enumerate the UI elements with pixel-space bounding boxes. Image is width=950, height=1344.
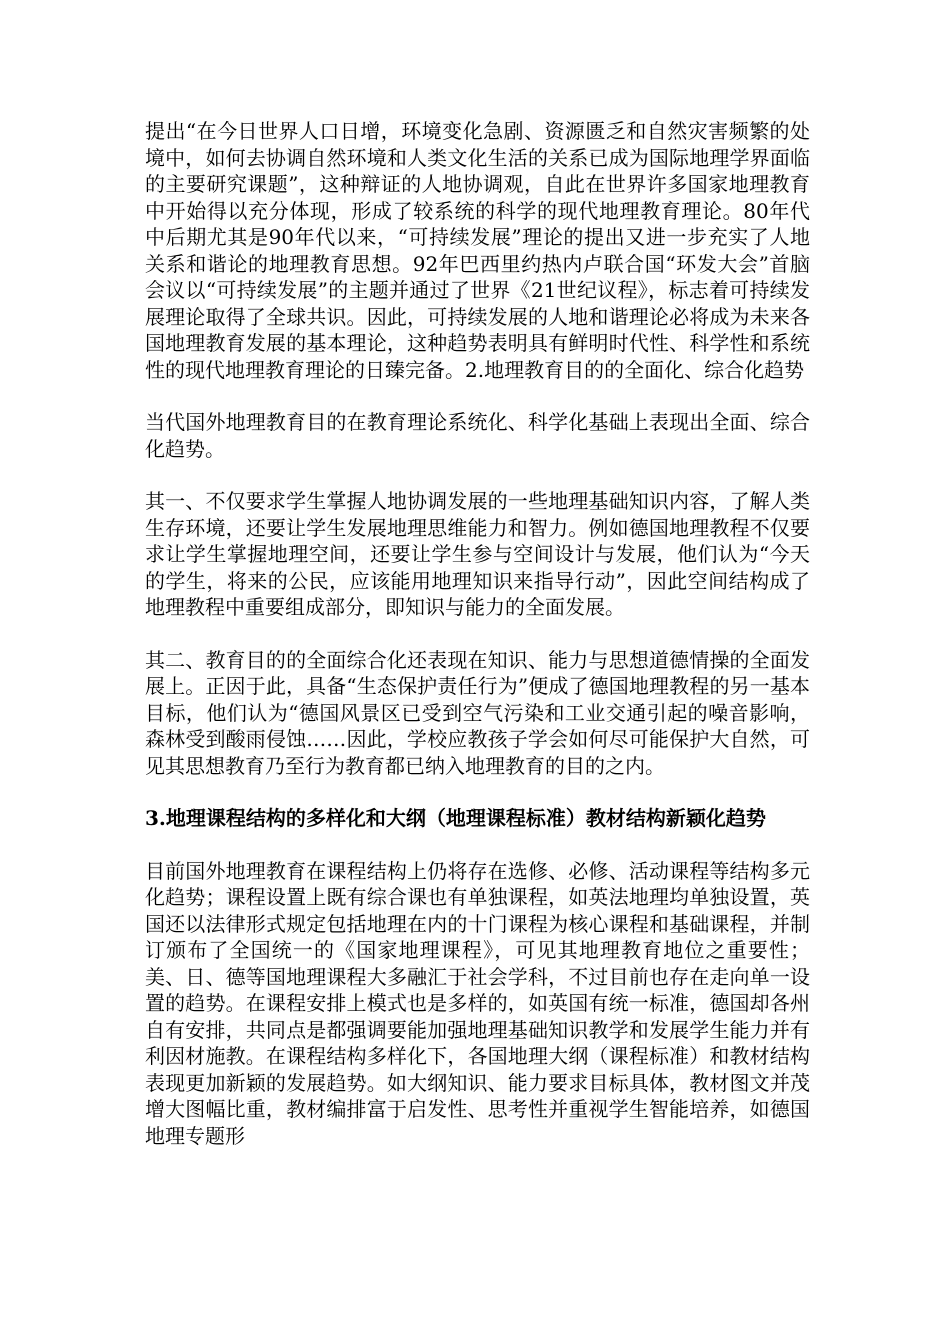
paragraph-point-two: 其二、教育目的的全面综合化还表现在知识、能力与思想道德情操的全面发展上。正因于此，具备“生态保护责任行为”便成了德国地理教程的另一基本目标，他们认为“德国风景区已受到空气污染和工业交通引起的噪音影响，森林受到酸雨侵蚀……因此，学校应教孩子学会如何尽可能保护大自然，可见其思想教育乃至行为教育都已纳入地理教育的目的之内。 (145, 647, 810, 778)
paragraph-curriculum-structure: 目前国外地理教育在课程结构上仍将存在选修、必修、活动课程等结构多元化趋势；课程设置上既有综合课也有单独课程，如英法地理均单独设置，英国还以法律形式规定包括地理在内的十门课程为核心课程和基础课程，并制订颁布了全国统一的《国家地理课程》，可见其地理教育地位之重要性；美、日、德等国地理课程大多融汇于社会学科，不过目前也存在走向单一设置的趋势。在课程安排上模式也是多样的，如英国有统一标准，德国却各州自有安排，共同点是都强调要能加强地理基础知识教学和发展学生能力并有利因材施教。在课程结构多样化下，各国地理大纲（课程标准）和教材结构表现更加新颖的发展趋势。如大纲知识、能力要求目标具体，教材图文并茂增大图幅比重，教材编排富于启发性、思考性并重视学生智能培养，如德国地理专题形 (145, 858, 810, 1148)
paragraph-sustainable-development: 提出“在今日世界人口日增，环境变化急剧、资源匮乏和自然灾害频繁的处境中，如何去协调自然环境和人类文化生活的关系已成为国际地理学界面临的主要研究课题”，这种辩证的人地协调观，自此在世界许多国家地理教育中开始得以充分体现，形成了较系统的科学的现代地理教育理论。80年代中后期尤其是90年代以来，“可持续发展”理论的提出又进一步充实了人地关系和谐论的地理教育思想。92年巴西里约热内卢联合国“环发大会”首脑会议以“可持续发展”的主题并通过了世界《21世纪议程》，标志着可持续发展理论取得了全球共识。因此，可持续发展的人地和谐理论必将成为未来各国地理教育发展的基本理论，这种趋势表明具有鲜明时代性、科学性和系统性的现代地理教育理论的日臻完备。2.地理教育目的的全面化、综合化趋势 (145, 119, 810, 382)
paragraph-point-one: 其一、不仅要求学生掌握人地协调发展的一些地理基础知识内容，了解人类生存环境，还要让学生发展地理思维能力和智力。例如德国地理教程不仅要求让学生掌握地理空间，还要让学生参与空间设计与发展，他们认为“今天的学生，将来的公民，应该能用地理知识来指导行动”，因此空间结构成了地理教程中重要组成部分，即知识与能力的全面发展。 (145, 489, 810, 619)
document-page (145, 118, 810, 1175)
section-heading: 3.地理课程结构的多样化和大纲（地理课程标准）教材结构新颖化趋势 (145, 806, 766, 830)
paragraph-education-goals: 当代国外地理教育目的在教育理论系统化、科学化基础上表现出全面、综合化趋势。 (145, 410, 810, 461)
